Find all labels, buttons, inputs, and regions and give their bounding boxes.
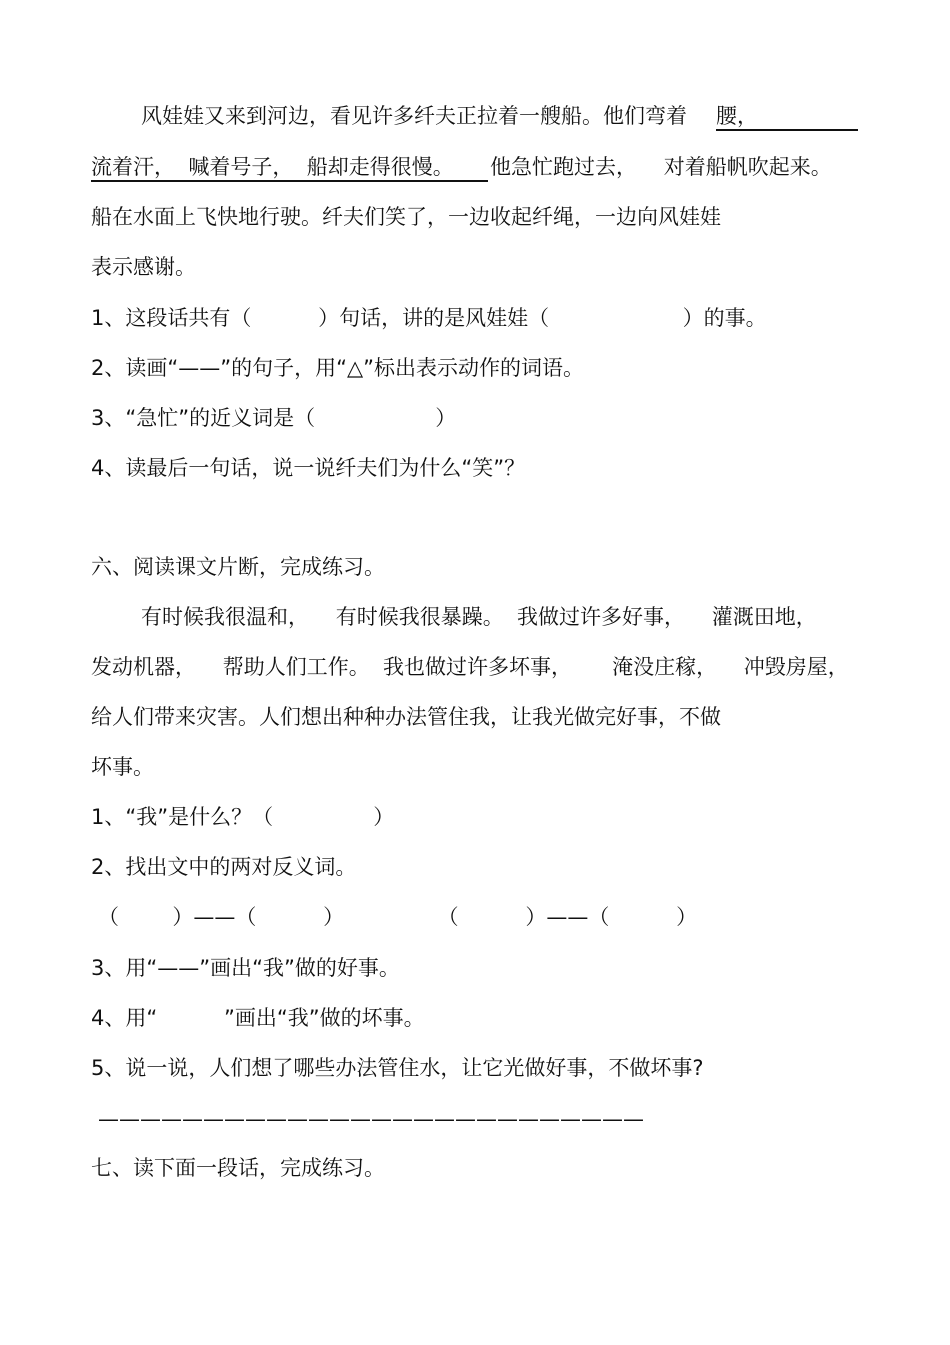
- question-1-1: 1、这段话共有（ ）句话，讲的是风娃娃（ ）的事。: [91, 306, 767, 330]
- section6-line2: 发动机器， 帮助人们工作。 我也做过许多坏事， 淹没庄稼， 冲毁房屋，: [91, 655, 849, 679]
- passage1-line1a: 风娃娃又来到河边，看见许多纤夫正拉着一艘船。他们弯着: [141, 104, 687, 128]
- section6-q4: 4、用“ ”画出“我”做的坏事。: [91, 1006, 425, 1030]
- section6-line4: 坏事。: [91, 755, 154, 779]
- question-1-2: 2、读画“——”的句子，用“△”标出表示动作的词语。: [91, 356, 585, 380]
- section6-heading: 六、阅读课文片断，完成练习。: [91, 555, 385, 579]
- section6-pairs: （ ）——（ ） （ ）——（ ）: [98, 905, 698, 929]
- section6-line1: 有时候我很温和， 有时候我很暴躁。 我做过许多好事， 灌溉田地，: [141, 605, 817, 629]
- section6-q1: 1、“我”是什么？（ ）: [91, 805, 395, 829]
- question-1-3: 3、“急忙”的近义词是（ ）: [91, 406, 457, 430]
- section6-line3: 给人们带来灾害。人们想出种种办法管住我，让我光做完好事，不做: [91, 705, 721, 729]
- passage1-line3: 船在水面上飞快地行驶。纤夫们笑了，一边收起纤绳，一边向风娃娃: [91, 205, 721, 229]
- passage1-line2b: 他急忙跑过去， 对着船帆吹起来。: [490, 155, 832, 179]
- question-1-4: 4、读最后一句话，说一说纤夫们为什么“笑”？: [91, 456, 526, 480]
- section7-heading: 七、读下面一段话，完成练习。: [91, 1156, 385, 1180]
- passage1-line2a: 流着汗， 喊着号子， 船却走得很慢。: [91, 155, 454, 179]
- answer-line: ——————————————————————————: [98, 1107, 644, 1131]
- underline-1a: [716, 129, 858, 131]
- passage1-line4: 表示感谢。: [91, 255, 196, 279]
- underline-2a: [91, 180, 488, 182]
- passage1-line1b: 腰，: [716, 104, 758, 128]
- section6-q3: 3、用“——”画出“我”做的好事。: [91, 956, 400, 980]
- section6-q5: 5、说一说，人们想了哪些办法管住水，让它光做好事，不做坏事?: [91, 1056, 704, 1080]
- section6-q2: 2、找出文中的两对反义词。: [91, 855, 357, 879]
